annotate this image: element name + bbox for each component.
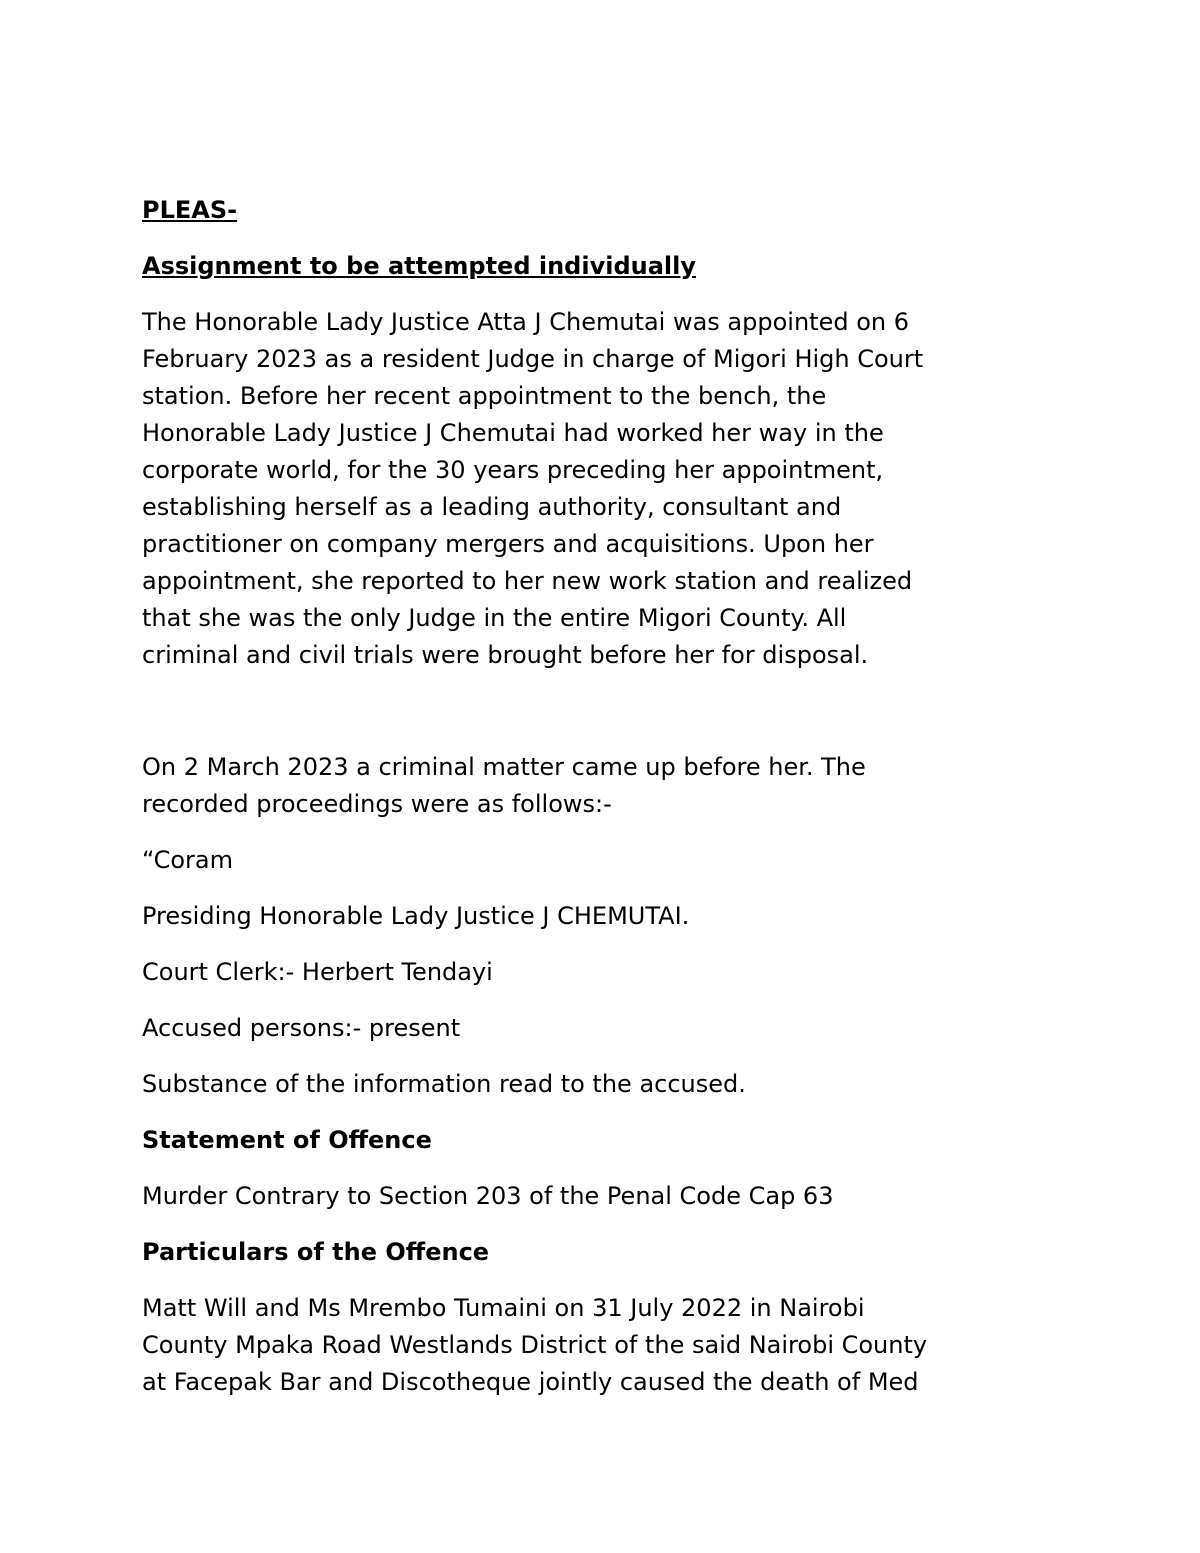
intro-line: February 2023 as a resident Judge in charge of Migori High Court	[142, 345, 924, 373]
intro-line: The Honorable Lady Justice Atta J Chemutai was appointed on 6	[142, 308, 910, 336]
presiding-line: Presiding Honorable Lady Justice J CHEMUTAI.	[142, 902, 690, 930]
matter-line: On 2 March 2023 a criminal matter came up before her. The	[142, 753, 866, 781]
particulars-paragraph	[142, 1290, 1062, 1401]
document-title: PLEAS-	[142, 196, 238, 224]
intro-line: appointment, she reported to her new work station and realized	[142, 567, 913, 595]
particulars-heading: Particulars of the Offence	[142, 1238, 490, 1266]
substance-line: Substance of the information read to the accused.	[142, 1070, 746, 1098]
statement-heading: Statement of Offence	[142, 1126, 432, 1154]
particulars-line: at Facepak Bar and Discotheque jointly caused the death of Med	[142, 1368, 919, 1396]
particulars-line: County Mpaka Road Westlands District of the said Nairobi County	[142, 1331, 928, 1359]
intro-line: Honorable Lady Justice J Chemutai had worked her way in the	[142, 419, 884, 447]
intro-line: practitioner on company mergers and acquisitions. Upon her	[142, 530, 874, 558]
coram-line: “Coram	[142, 846, 233, 874]
intro-line: corporate world, for the 30 years preceding her appointment,	[142, 456, 884, 484]
intro-line: establishing herself as a leading authority, consultant and	[142, 493, 842, 521]
assignment-instruction: Assignment to be attempted individually	[142, 252, 697, 280]
intro-line: station. Before her recent appointment to the bench, the	[142, 382, 827, 410]
intro-line: that she was the only Judge in the entire Migori County. All	[142, 604, 847, 632]
blank-spacer	[142, 693, 1062, 749]
matter-line: recorded proceedings were as follows:-	[142, 790, 612, 818]
particulars-line: Matt Will and Ms Mrembo Tumaini on 31 July 2022 in Nairobi	[142, 1294, 865, 1322]
court-clerk-line: Court Clerk:- Herbert Tendayi	[142, 958, 493, 986]
intro-paragraph	[142, 304, 1062, 674]
accused-line: Accused persons:- present	[142, 1014, 461, 1042]
intro-line: criminal and civil trials were brought before her for disposal.	[142, 641, 869, 669]
document-body	[142, 192, 1062, 1420]
matter-paragraph	[142, 749, 1062, 823]
statement-text: Murder Contrary to Section 203 of the Penal Code Cap 63	[142, 1182, 834, 1210]
